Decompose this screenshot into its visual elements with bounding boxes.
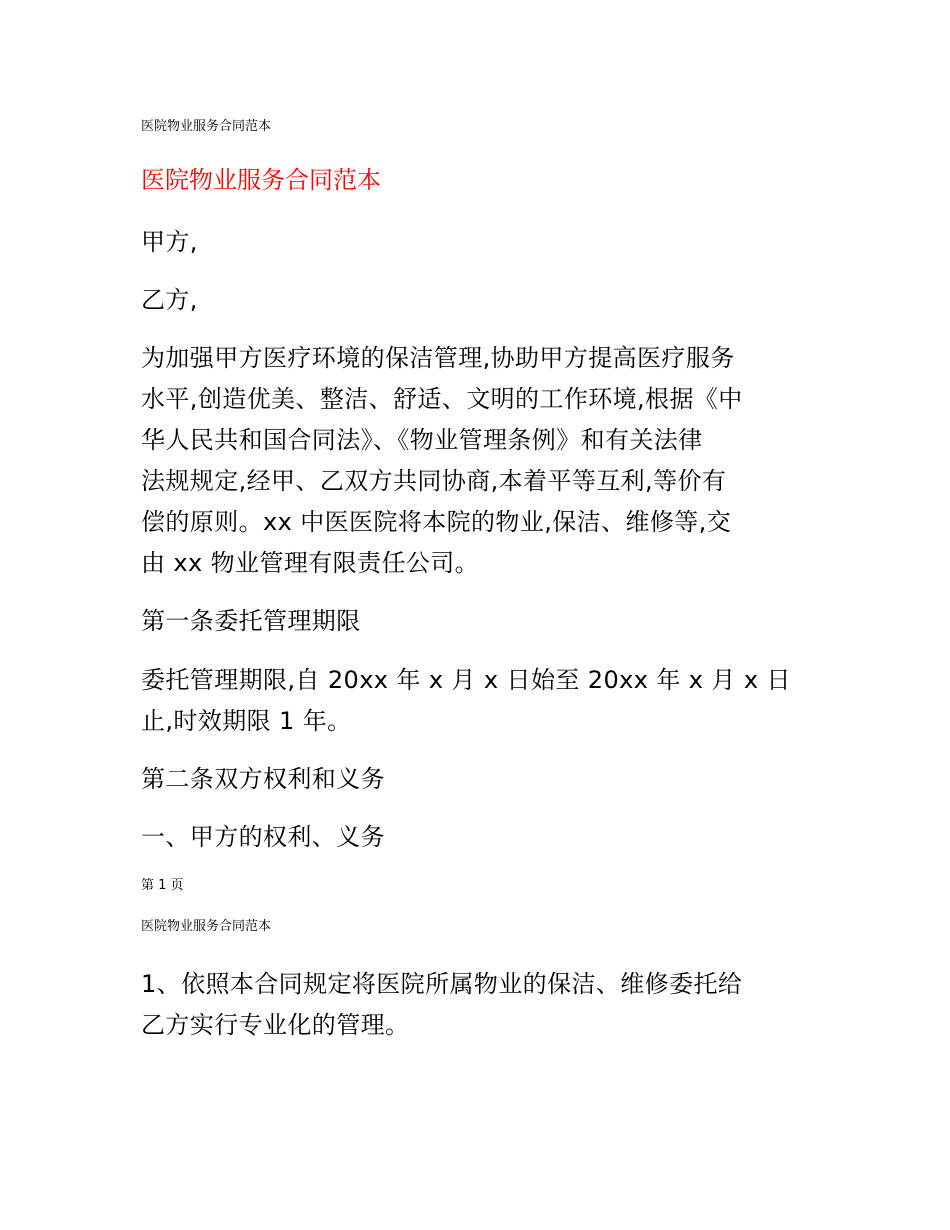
running-header: 医院物业服务合同范本 <box>141 919 272 934</box>
preamble-line: 为加强甲方医疗环境的保洁管理,协助甲方提高医疗服务 <box>141 344 735 372</box>
party-b-line: 乙方, <box>141 286 198 314</box>
preamble-line: 由 xx 物业管理有限责任公司。 <box>141 549 480 577</box>
party-a-line: 甲方, <box>141 228 198 256</box>
page-number-footer: 第 1 页 <box>141 878 184 893</box>
article-2-heading: 第二条双方权利和义务 <box>141 765 385 793</box>
preamble-line: 水平,创造优美、整洁、舒适、文明的工作环境,根据《中 <box>141 385 743 413</box>
article-1-text-line: 止,时效期限 1 年。 <box>141 707 352 735</box>
article-1-text-line: 委托管理期限,自 20xx 年 x 月 x 日始至 20xx 年 x 月 x 日 <box>141 666 791 694</box>
article-1-heading: 第一条委托管理期限 <box>141 607 361 635</box>
section-1-heading: 一、甲方的权利、义务 <box>141 823 385 851</box>
item-1-text-line: 1、依照本合同规定将医院所属物业的保洁、维修委托给 <box>141 970 743 998</box>
preamble-line: 偿的原则。xx 中医医院将本院的物业,保洁、维修等,交 <box>141 508 732 536</box>
item-1-text-line: 乙方实行专业化的管理。 <box>141 1011 410 1039</box>
preamble-line: 法规规定,经甲、乙双方共同协商,本着平等互利,等价有 <box>141 467 727 495</box>
preamble-line: 华人民共和国合同法》、《物业管理条例》和有关法律 <box>141 426 703 454</box>
document-title: 医院物业服务合同范本 <box>141 166 381 194</box>
running-header: 医院物业服务合同范本 <box>141 119 272 134</box>
